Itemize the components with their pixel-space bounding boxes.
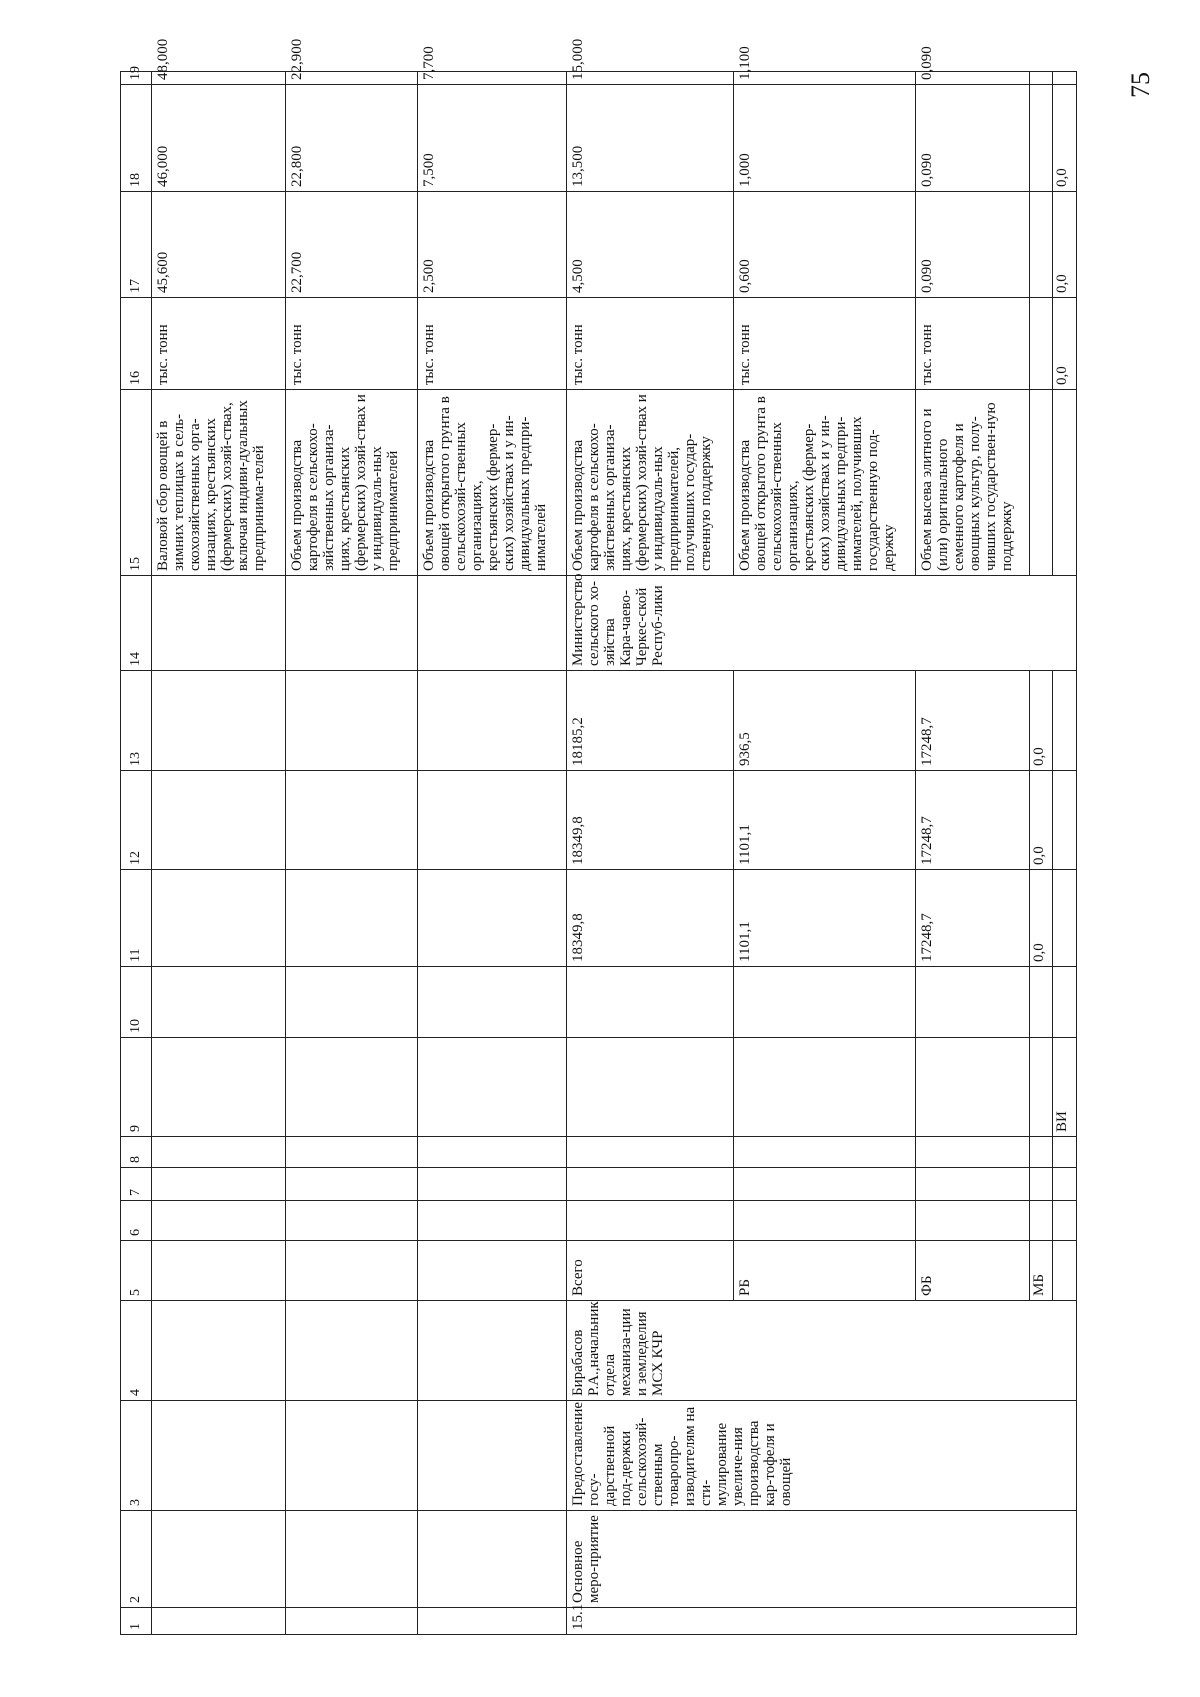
- row-number: 15.1: [567, 1608, 1077, 1635]
- table-row: [417, 72, 566, 1635]
- indicator-text: Объем производства овощей открытого грунта в сельскохозяй-ственных организациях, крестьянских (фермер-ских) хозяйствах и у ин-дивидуальных предпри-нимателей: [417, 390, 566, 576]
- col-header: 1: [121, 1608, 152, 1635]
- event-status: Основное меро-приятие: [567, 1511, 1077, 1608]
- col-header: 18: [121, 85, 152, 192]
- value-col12: 17248,7: [916, 771, 1030, 870]
- responsible-person: Бирабасов Р.А.,начальник отдела механиза-ции и земледелия МСХ КЧР: [567, 1301, 1077, 1401]
- funding-source: Всего: [567, 1241, 734, 1301]
- unit: тыс. тонн: [417, 298, 566, 390]
- unit: тыс. тонн: [734, 298, 916, 390]
- value-col17: 0,090: [916, 192, 1030, 298]
- value-col11: 17248,7: [916, 870, 1030, 967]
- value-col19: 7,700: [417, 72, 566, 85]
- value-col12: 0,0: [1053, 192, 1077, 298]
- value-col17: 4,500: [567, 192, 734, 298]
- value-col11: 18349,8: [567, 870, 734, 967]
- indicator-text: Объем производства овощей открытого грунта в сельскохозяй-ственных организациях, крестьянских (фермер-ских) хозяйствах и у ин-дивидуальных предпри-нимателей, получивших государственную под-держку: [734, 390, 916, 576]
- indicator-text: Объем производства картофеля в сельскохо-зяйственных организа-циях, крестьянских (фермерских) хозяй-ствах и у индивидуаль-ных предпринимателей: [285, 390, 417, 576]
- value-col12: 0,0: [1030, 771, 1053, 870]
- col-header: 11: [121, 870, 152, 967]
- value-col18: 46,000: [151, 85, 285, 192]
- value-col13: 936,5: [734, 671, 916, 771]
- unit: тыс. тонн: [916, 298, 1030, 390]
- value-col13: 0,0: [1030, 671, 1053, 771]
- col-header: 4: [121, 1301, 152, 1401]
- indicator-text: Объем производства картофеля в сельскохо-зяйственных организа-циях, крестьянских (фермерских) хозяй-ствах и у индивидуаль-ных предпринимателей, получивших государ-ственную поддержку: [567, 390, 734, 576]
- col-header: 12: [121, 771, 152, 870]
- column-number-row: [121, 72, 152, 1635]
- table-row: [567, 72, 734, 1635]
- col-header: 14: [121, 576, 152, 671]
- value-col17: 0,600: [734, 192, 916, 298]
- value-col18: 7,500: [417, 85, 566, 192]
- value-col19: 22,900: [285, 72, 417, 85]
- unit: тыс. тонн: [567, 298, 734, 390]
- col-header: 5: [121, 1241, 152, 1301]
- col-header: 9: [121, 1038, 152, 1137]
- table-row: [285, 72, 417, 1635]
- indicator-text: Валовой сбор овощей в зимних теплицах в сель-скохозяйственных орга-низациях, крестьянских (фермерских) хозяй-ствах, включая индиви-дуальных предпринима-телей: [151, 390, 285, 576]
- value-col19: 0,090: [916, 72, 1030, 85]
- col-header: 17: [121, 192, 152, 298]
- col-header: 10: [121, 967, 152, 1038]
- value-col18: 1,000: [734, 85, 916, 192]
- funding-source: МБ: [1030, 1241, 1053, 1301]
- col-header: 3: [121, 1401, 152, 1511]
- funding-source: ВИ: [1053, 1038, 1077, 1137]
- value-col19: 48,000: [151, 72, 285, 85]
- value-col11: 0,0: [1030, 870, 1053, 967]
- col-header: 2: [121, 1511, 152, 1608]
- page-number: 75: [1126, 72, 1155, 98]
- value-col17: 2,500: [417, 192, 566, 298]
- col-header: 16: [121, 298, 152, 390]
- value-col18: 13,500: [567, 85, 734, 192]
- col-header: 6: [121, 1201, 152, 1241]
- program-table: [120, 38, 1077, 1635]
- value-col18: 22,800: [285, 85, 417, 192]
- col-header: 15: [121, 390, 152, 576]
- value-col17: 45,600: [151, 192, 285, 298]
- funding-source: ФБ: [916, 1241, 1030, 1301]
- col-header: 7: [121, 1168, 152, 1201]
- funding-source: РБ: [734, 1241, 916, 1301]
- value-col11: 1101,1: [734, 870, 916, 967]
- value-col11: 0,0: [1053, 298, 1077, 390]
- col-header: 19: [121, 72, 152, 85]
- value-col17: 22,700: [285, 192, 417, 298]
- value-col13: 18185,2: [567, 671, 734, 771]
- col-header: 13: [121, 671, 152, 771]
- value-col13: 0,0: [1053, 85, 1077, 192]
- table-row: [151, 72, 285, 1635]
- value-col12: 1101,1: [734, 771, 916, 870]
- event-title: Предоставление госу-дарственной под-держки сельскохозяй-ственным товаропро-изводителям на сти-мулирование увеличе-ния производства кар-тофеля и овощей: [567, 1401, 1077, 1511]
- value-col13: 17248,7: [916, 671, 1030, 771]
- value-col19: 1,100: [734, 72, 916, 85]
- value-col18: 0,090: [916, 85, 1030, 192]
- executor: Министерство сельского хо-зяйства Кара-чаево-Черкес-ской Респуб-лики: [567, 576, 1077, 671]
- unit: тыс. тонн: [285, 298, 417, 390]
- indicator-text: Объем высева элитного и (или) оригинального семенного картофеля и овощных культур, полу-чивших государствен-ную поддержку: [916, 390, 1030, 576]
- value-col12: 18349,8: [567, 771, 734, 870]
- value-col19: 15,000: [567, 72, 734, 85]
- unit: тыс. тонн: [151, 298, 285, 390]
- col-header: 8: [121, 1137, 152, 1168]
